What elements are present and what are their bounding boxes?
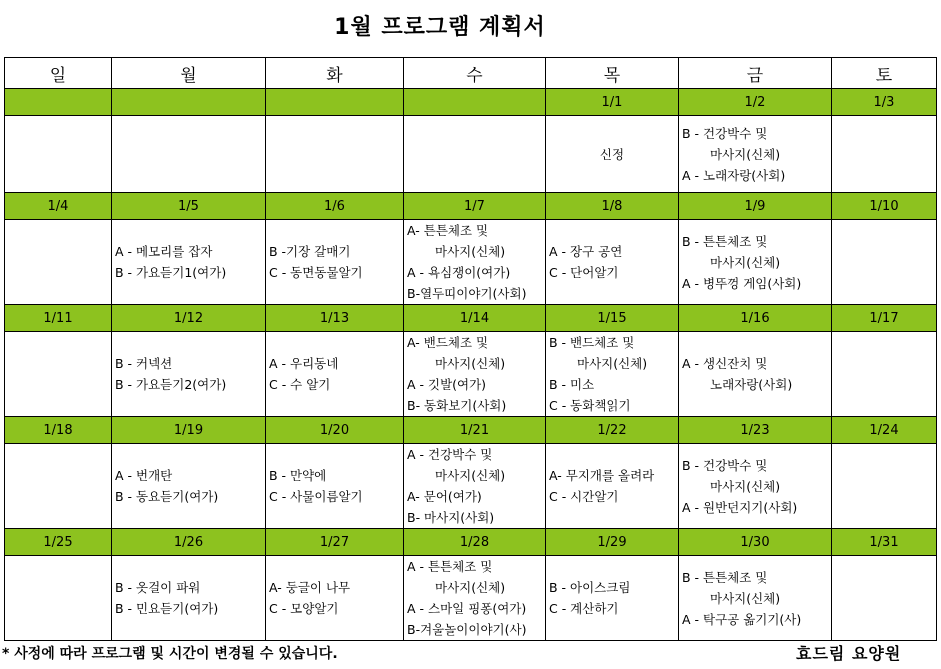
date-cell: 1/12 [112,305,266,332]
program-item: A - 우리동네 [269,356,339,371]
program-item: B-열두띠이야기(사회) [407,286,527,301]
date-cell [5,89,112,116]
date-cell [112,89,266,116]
program-cell [679,332,832,417]
weekday-fri: 금 [679,58,832,89]
program-item: A - 생신잔치 및 [682,356,768,371]
date-cell: 1/16 [679,305,832,332]
program-cell [404,220,546,305]
program-item: A - 탁구공 옮기기(사) [682,611,802,627]
program-item: B - 건강박수 및 [682,457,768,473]
date-cell: 1/22 [546,417,679,444]
date-cell: 1/6 [266,193,404,220]
date-cell: 1/27 [266,529,404,556]
weekday-thu: 목 [546,58,679,89]
program-item: 마사지(신체) [435,468,506,483]
program-cell [404,332,546,417]
date-cell: 1/5 [112,193,266,220]
date-cell: 1/29 [546,529,679,556]
weekday-tue: 화 [266,58,404,89]
program-row [5,220,937,305]
program-row [5,332,937,417]
date-cell: 1/15 [546,305,679,332]
program-item: 마사지(신체) [710,254,781,270]
date-cell: 1/4 [5,193,112,220]
program-item: B-겨울놀이이야기(사) [407,622,527,637]
program-item: A - 노래자랑(사회) [682,167,786,183]
program-item: A - 튼튼체조 및 [407,559,493,574]
program-item: A - 메모리를 잡자 [115,244,213,259]
date-cell: 1/18 [5,417,112,444]
program-item: B - 미소 [549,377,595,392]
program-item: B - 튼튼체조 및 [682,569,768,585]
program-item: A - 스마일 핑퐁(여가) [407,601,527,616]
program-cell [112,116,266,193]
program-row [5,116,937,193]
program-cell [112,444,266,529]
program-cell [5,556,112,641]
weekday-wed: 수 [404,58,546,89]
program-item: C - 시간알기 [549,489,619,504]
program-item: C - 동면동물알기 [269,265,363,280]
program-cell [5,220,112,305]
date-cell: 1/14 [404,305,546,332]
program-cell [546,116,679,193]
program-cell [266,444,404,529]
program-item: B - 건강박수 및 [682,125,768,141]
date-cell: 1/17 [832,305,937,332]
date-cell [266,89,404,116]
program-item: A - 건강박수 및 [407,447,493,462]
program-cell [266,332,404,417]
weekday-mon: 월 [112,58,266,89]
date-cell: 1/28 [404,529,546,556]
program-item: B - 민요듣기(여가) [115,601,219,616]
footer-organization: 효드림 요양원 [796,644,902,663]
date-cell: 1/23 [679,417,832,444]
program-cell [112,556,266,641]
program-item: B - 밴드체조 및 [549,335,635,350]
weekday-sat: 토 [832,58,937,89]
program-item: 마사지(신체) [710,590,781,606]
program-item: B - 만약에 [269,468,327,483]
date-cell: 1/21 [404,417,546,444]
weekday-header-row [5,58,937,89]
date-cell: 1/20 [266,417,404,444]
program-cell [546,332,679,417]
date-row [5,89,937,116]
program-cell [679,444,832,529]
program-item: A - 번개탄 [115,468,173,483]
program-item: B - 가요듣기1(여가) [115,265,227,280]
program-cell [832,220,937,305]
program-cell [112,220,266,305]
program-item: B - 동요듣기(여가) [115,489,219,504]
date-cell: 1/3 [832,89,937,116]
program-cell [832,444,937,529]
program-item: 마사지(신체) [435,580,506,595]
program-cell [5,444,112,529]
program-cell [5,332,112,417]
date-cell: 1/10 [832,193,937,220]
program-item: A - 욕심쟁이(여가) [407,265,511,280]
program-item: A - 장구 공연 [549,244,623,259]
program-cell [679,220,832,305]
program-cell [266,556,404,641]
date-row [5,305,937,332]
program-calendar [4,57,937,641]
date-cell: 1/9 [679,193,832,220]
program-item: 마사지(신체) [435,244,506,259]
program-item: B - 옷걸이 파워 [115,580,201,595]
date-row [5,417,937,444]
date-cell: 1/25 [5,529,112,556]
date-cell: 1/11 [5,305,112,332]
program-item: 마사지(신체) [435,356,506,371]
program-cell [679,116,832,193]
program-item: B - 튼튼체조 및 [682,233,768,249]
date-row [5,193,937,220]
program-cell [546,220,679,305]
program-item: 마사지(신체) [710,146,781,162]
program-item: 노래자랑(사회) [710,377,793,392]
program-cell [404,556,546,641]
date-cell: 1/13 [266,305,404,332]
program-item: B- 마사지(사회) [407,510,495,525]
date-cell: 1/26 [112,529,266,556]
program-item: B - 아이스크림 [549,580,631,595]
program-row [5,444,937,529]
footer-note: * 사정에 따라 프로그램 및 시간이 변경될 수 있습니다. [2,646,338,662]
program-item: A- 튼튼체조 및 [407,223,489,238]
program-item: A- 둥글이 나무 [269,580,351,595]
program-item: B- 동화보기(사회) [407,398,507,413]
program-item: C - 계산하기 [549,601,619,616]
page-title: 1월 프로그램 계획서 [334,15,546,40]
program-item: 마사지(신체) [577,356,648,371]
program-item: C - 모양알기 [269,601,339,616]
program-item: A - 원반던지기(사회) [682,499,798,515]
program-cell [832,116,937,193]
program-cell [266,116,404,193]
program-cell [112,332,266,417]
date-cell: 1/31 [832,529,937,556]
program-cell [679,556,832,641]
program-cell [546,444,679,529]
program-cell [404,116,546,193]
program-item: C - 사물이름알기 [269,489,363,504]
program-item: C - 단어알기 [549,265,619,280]
program-item: 마사지(신체) [710,478,781,494]
program-item: B - 커넥션 [115,356,173,371]
program-item: B -기장 갈매기 [269,244,351,259]
program-item: A - 병뚜껑 게임(사회) [682,275,802,291]
program-cell [266,220,404,305]
program-item: A- 문어(여가) [407,489,482,504]
date-cell: 1/8 [546,193,679,220]
program-item: B - 가요듣기2(여가) [115,377,227,392]
program-cell [832,556,937,641]
date-row [5,529,937,556]
date-cell: 1/1 [546,89,679,116]
program-row [5,556,937,641]
program-item: A - 깃발(여가) [407,377,487,392]
program-cell [546,556,679,641]
date-cell: 1/7 [404,193,546,220]
program-item: C - 수 알기 [269,377,331,392]
weekday-sun: 일 [5,58,112,89]
program-cell [404,444,546,529]
program-item: C - 동화책읽기 [549,398,631,413]
program-item: 신정 [599,146,625,162]
date-cell: 1/2 [679,89,832,116]
date-cell: 1/19 [112,417,266,444]
program-cell [5,116,112,193]
date-cell: 1/30 [679,529,832,556]
program-cell [832,332,937,417]
program-item: A- 밴드체조 및 [407,335,489,350]
program-item: A- 무지개를 올려라 [549,468,655,483]
date-cell [404,89,546,116]
date-cell: 1/24 [832,417,937,444]
